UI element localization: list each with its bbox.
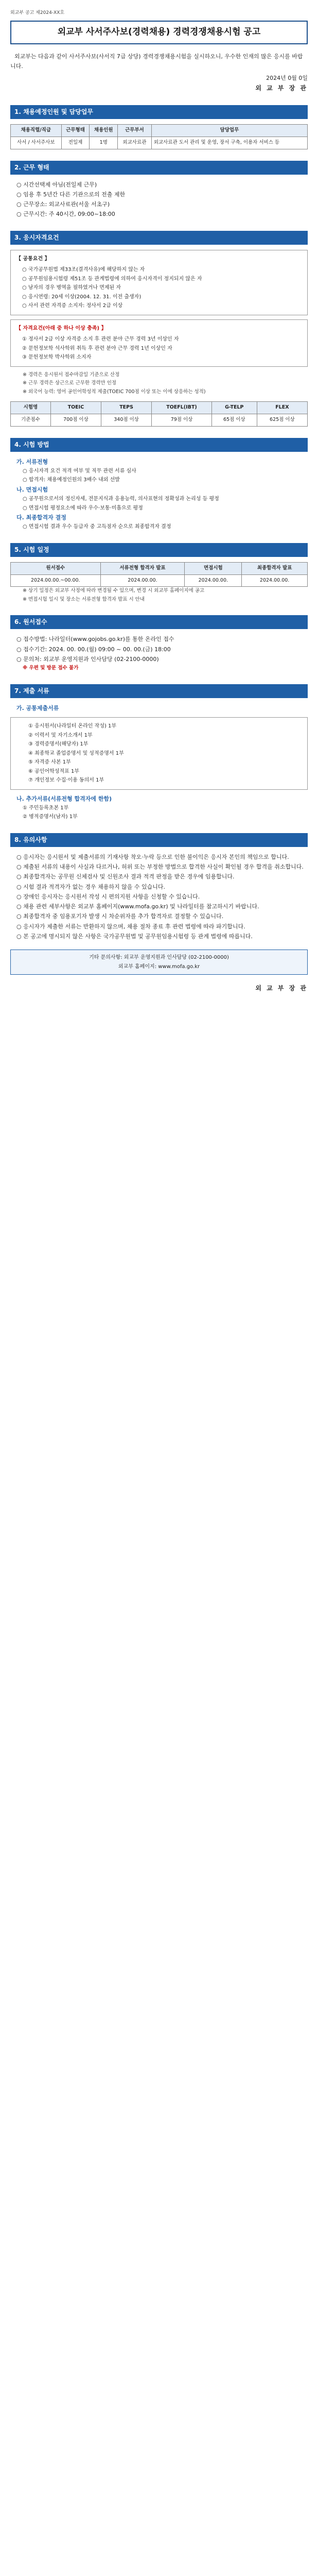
table-header: FLEX: [257, 402, 307, 414]
intro-text: 외교부는 다음과 같이 사서주사보(사서직 7급 상당) 경력경쟁채용시험을 실시하오니, 우수한 인재의 많은 응시를 바랍니다.: [10, 53, 303, 70]
table-cell: 2024.00.00.~00.00.: [11, 574, 101, 587]
issuing-org: 외 교 부 장 관: [255, 84, 308, 92]
table-header: TEPS: [101, 402, 152, 414]
list-item: ○ 응시자는 응시원서 및 제출서류의 기재사항 착오·누락 등으로 인한 불이익은 응시자 본인의 책임으로 합니다.: [16, 853, 289, 860]
table-cell: 외교사료관 도서 관리 및 운영, 장서 구축, 이용자 서비스 등: [151, 137, 307, 149]
table-cell: 340점 이상: [101, 414, 152, 427]
subsection-title: 가. 서류전형: [16, 458, 48, 465]
list-item: ○ 응시연령: 20세 이상(2004. 12. 31. 이전 출생자): [22, 294, 142, 300]
table-header: 근무형태: [61, 125, 90, 137]
common-requirements-box: [10, 250, 308, 315]
list-item: ① 응시원서(나라일터 온라인 작성) 1부: [28, 723, 117, 729]
table-header: 채용직렬/직급: [11, 125, 62, 137]
table-cell: 사서 / 사서주사보: [11, 137, 62, 149]
list-item: ○ 근무시간: 주 40시간, 09:00~18:00: [16, 211, 115, 218]
table-row: [11, 574, 308, 587]
list-item: ① 정사서 2급 이상 자격증 소지 후 관련 분야 근무 경력 3년 이상인 자: [22, 336, 179, 342]
table-header: TOEIC: [50, 402, 101, 414]
list-item: ○ 본 공고에 명시되지 않은 사항은 국가공무원법 및 공무원임용시험령 등 관계 법령에 따릅니다.: [16, 933, 253, 940]
list-item: ② 문헌정보학 석사학위 취득 후 관련 분야 근무 경력 1년 이상인 자: [22, 345, 172, 351]
note-text: ※ 면접시험 일시 및 장소는 서류전형 합격자 발표 시 안내: [23, 596, 145, 602]
list-item: ○ 장애인 응시자는 응시원서 작성 시 편의지원 사항을 신청할 수 있습니다.: [16, 893, 200, 900]
table-header: 시험명: [11, 402, 51, 414]
section-header-6: 6. 원서접수: [10, 615, 308, 629]
subsection-title: 다. 최종합격자 결정: [16, 514, 66, 521]
note-text: ※ 외국어 능력: 영어 공인어학성적 제출(TOEIC 700점 이상 또는 이에 상응하는 성적): [23, 388, 206, 395]
table-cell: 2024.00.00.: [242, 574, 308, 587]
section-header-8: 8. 유의사항: [10, 833, 308, 847]
section-header-3: 3. 응시자격요건: [10, 231, 308, 245]
table-cell: 2024.00.00.: [185, 574, 242, 587]
table-header: 담당업무: [151, 125, 307, 137]
section-header-4: 4. 시험 방법: [10, 438, 308, 452]
section-header-1: 1. 채용예정인원 및 담당업무: [10, 105, 308, 119]
notice-date: 2024년 0월 0일: [266, 75, 308, 81]
table-row: [11, 137, 308, 149]
table-header: 서류전형 합격자 발표: [100, 562, 185, 574]
subsection-title: 나. 추가서류(서류전형 합격자에 한함): [16, 795, 112, 802]
list-item: ② 병적증명서(남자) 1부: [23, 814, 78, 820]
note-text: ※ 근무 경력은 상근으로 근무한 경력만 인정: [23, 380, 117, 386]
contact-text: 기타 문의사항: 외교부 운영지원과 인사담당 (02-2100-0000): [89, 955, 229, 960]
table-header: TOEFL(IBT): [152, 402, 212, 414]
list-item: ⑤ 자격증 사본 1부: [28, 759, 71, 765]
table-cell: 700점 이상: [50, 414, 101, 427]
list-item: ○ 시험 결과 적격자가 없는 경우 채용하지 않을 수 있습니다.: [16, 883, 165, 890]
final-signature: 외 교 부 장 관: [255, 985, 308, 992]
list-item: ④ 최종학교 졸업증명서 및 성적증명서 1부: [28, 750, 124, 756]
table-cell: 1명: [90, 137, 118, 149]
list-item: ② 이력서 및 자기소개서 1부: [28, 732, 93, 738]
subsection-title: 가. 공통제출서류: [16, 704, 59, 711]
table-header: 원서접수: [11, 562, 101, 574]
table-cell: 기준점수: [11, 414, 51, 427]
table-header: G-TELP: [211, 402, 257, 414]
section-header-2: 2. 근무 형태: [10, 161, 308, 175]
list-item: ○ 응시자가 제출한 서류는 반환하지 않으며, 채용 절차 종료 후 관련 법령에 따라 파기합니다.: [16, 923, 245, 930]
qualification-box: [10, 319, 308, 367]
list-item: ○ 최종합격자는 공무원 신체검사 및 신원조사 결과 적격 판정을 받은 경우에 임용합니다.: [16, 873, 235, 880]
list-item: ③ 문헌정보학 박사학위 소지자: [22, 354, 92, 360]
list-item: ③ 경력증명서(해당자) 1부: [28, 741, 89, 747]
subsection-title: 나. 면접시험: [16, 486, 48, 493]
note-text: ※ 우편 및 방문 접수 불가: [23, 665, 79, 671]
section-header-5: 5. 시험 일정: [10, 543, 308, 557]
list-item: ○ 합격자: 채용예정인원의 3배수 내외 선발: [23, 477, 120, 483]
section-header-7: 7. 제출 서류: [10, 684, 308, 698]
table-header: 면접시험: [185, 562, 242, 574]
table-header: 채용인원: [90, 125, 118, 137]
list-item: ○ 사서 관련 자격증 소지자: 정사서 2급 이상: [22, 303, 123, 309]
box-heading: 【 자격요건(아래 중 하나 이상 충족) 】: [16, 325, 107, 331]
table-cell: 79점 이상: [152, 414, 212, 427]
list-item: ○ 응시자격 요건 적격 여부 및 직무 관련 서류 심사: [23, 468, 136, 474]
list-item: ○ 면접시험 평정요소에 따라 우수·보통·미흡으로 평정: [23, 505, 143, 511]
language-score-table: [10, 401, 308, 426]
list-item: ○ 국가공무원법 제33조(결격사유)에 해당하지 않는 자: [22, 267, 145, 273]
table-cell: 전일제: [61, 137, 90, 149]
list-item: ○ 제출된 서류의 내용이 사실과 다르거나, 허위 또는 부정한 방법으로 합격한 사실이 확인될 경우 합격을 취소합니다.: [16, 863, 304, 870]
note-text: ※ 상기 일정은 외교부 사정에 따라 변경될 수 있으며, 변경 시 외교부 홈페이지에 공고: [23, 588, 205, 594]
page-title: 외교부 사서주사보(경력채용) 경력경쟁채용시험 공고: [10, 21, 308, 44]
list-item: ○ 면접시험 결과 우수 등급자 중 고득점자 순으로 최종합격자 결정: [23, 524, 171, 530]
list-item: ⑦ 개인정보 수집·이용 동의서 1부: [28, 777, 104, 783]
list-item: ⑥ 공인어학성적표 1부: [28, 768, 79, 774]
list-item: ○ 근무장소: 외교사료관(서울 서초구): [16, 201, 110, 208]
notice-page: [10, 0, 308, 1030]
contact-box: [10, 950, 308, 975]
schedule-table: [10, 562, 308, 587]
list-item: ○ 공무원임용시험령 제51조 등 관계법령에 의하여 응시자격이 정지되지 않은 자: [22, 276, 202, 282]
documents-box: [10, 717, 308, 790]
table-header: 최종합격자 발표: [242, 562, 308, 574]
homepage-link[interactable]: 외교부 홈페이지: www.mofa.go.kr: [118, 963, 200, 970]
table-cell: 625점 이상: [257, 414, 307, 427]
list-item: ○ 접수기간: 2024. 00. 00.(월) 09:00 ~ 00. 00.(금) 18:00: [16, 646, 171, 653]
list-item: ○ 접수방법: 나라일터(www.gojobs.go.kr)를 통한 온라인 접수: [16, 636, 174, 643]
table-row: [11, 414, 308, 427]
recruitment-table: [10, 124, 308, 149]
list-item: ○ 임용 후 5년간 다른 기관으로의 전출 제한: [16, 191, 126, 198]
list-item: ○ 남자의 경우 병역을 필하였거나 면제된 자: [22, 285, 121, 291]
table-cell: 65점 이상: [211, 414, 257, 427]
list-item: ① 주민등록초본 1부: [23, 805, 69, 811]
notice-number: 외교부 공고 제2024-XX호: [10, 10, 65, 15]
list-item: ○ 문의처: 외교부 운영지원과 인사담당 (02-2100-0000): [16, 655, 159, 663]
table-cell: 2024.00.00.: [100, 574, 185, 587]
list-item: ○ 채용 관련 세부사항은 외교부 홈페이지(www.mofa.go.kr) 및 나라일터를 참고하시기 바랍니다.: [16, 903, 259, 910]
list-item: ○ 공무원으로서의 정신자세, 전문지식과 응용능력, 의사표현의 정확성과 논리성 등 평정: [23, 496, 219, 502]
list-item: ○ 시간선택제 아님(전일제 근무): [16, 181, 97, 188]
list-item: ○ 최종합격자 중 임용포기자 발생 시 차순위자를 추가 합격자로 결정할 수 있습니다.: [16, 913, 224, 920]
box-heading: 【 공통요건 】: [16, 256, 50, 262]
table-header: 근무부서: [118, 125, 152, 137]
table-cell: 외교사료관: [118, 137, 152, 149]
note-text: ※ 경력은 응시원서 접수마감일 기준으로 산정: [23, 371, 120, 378]
